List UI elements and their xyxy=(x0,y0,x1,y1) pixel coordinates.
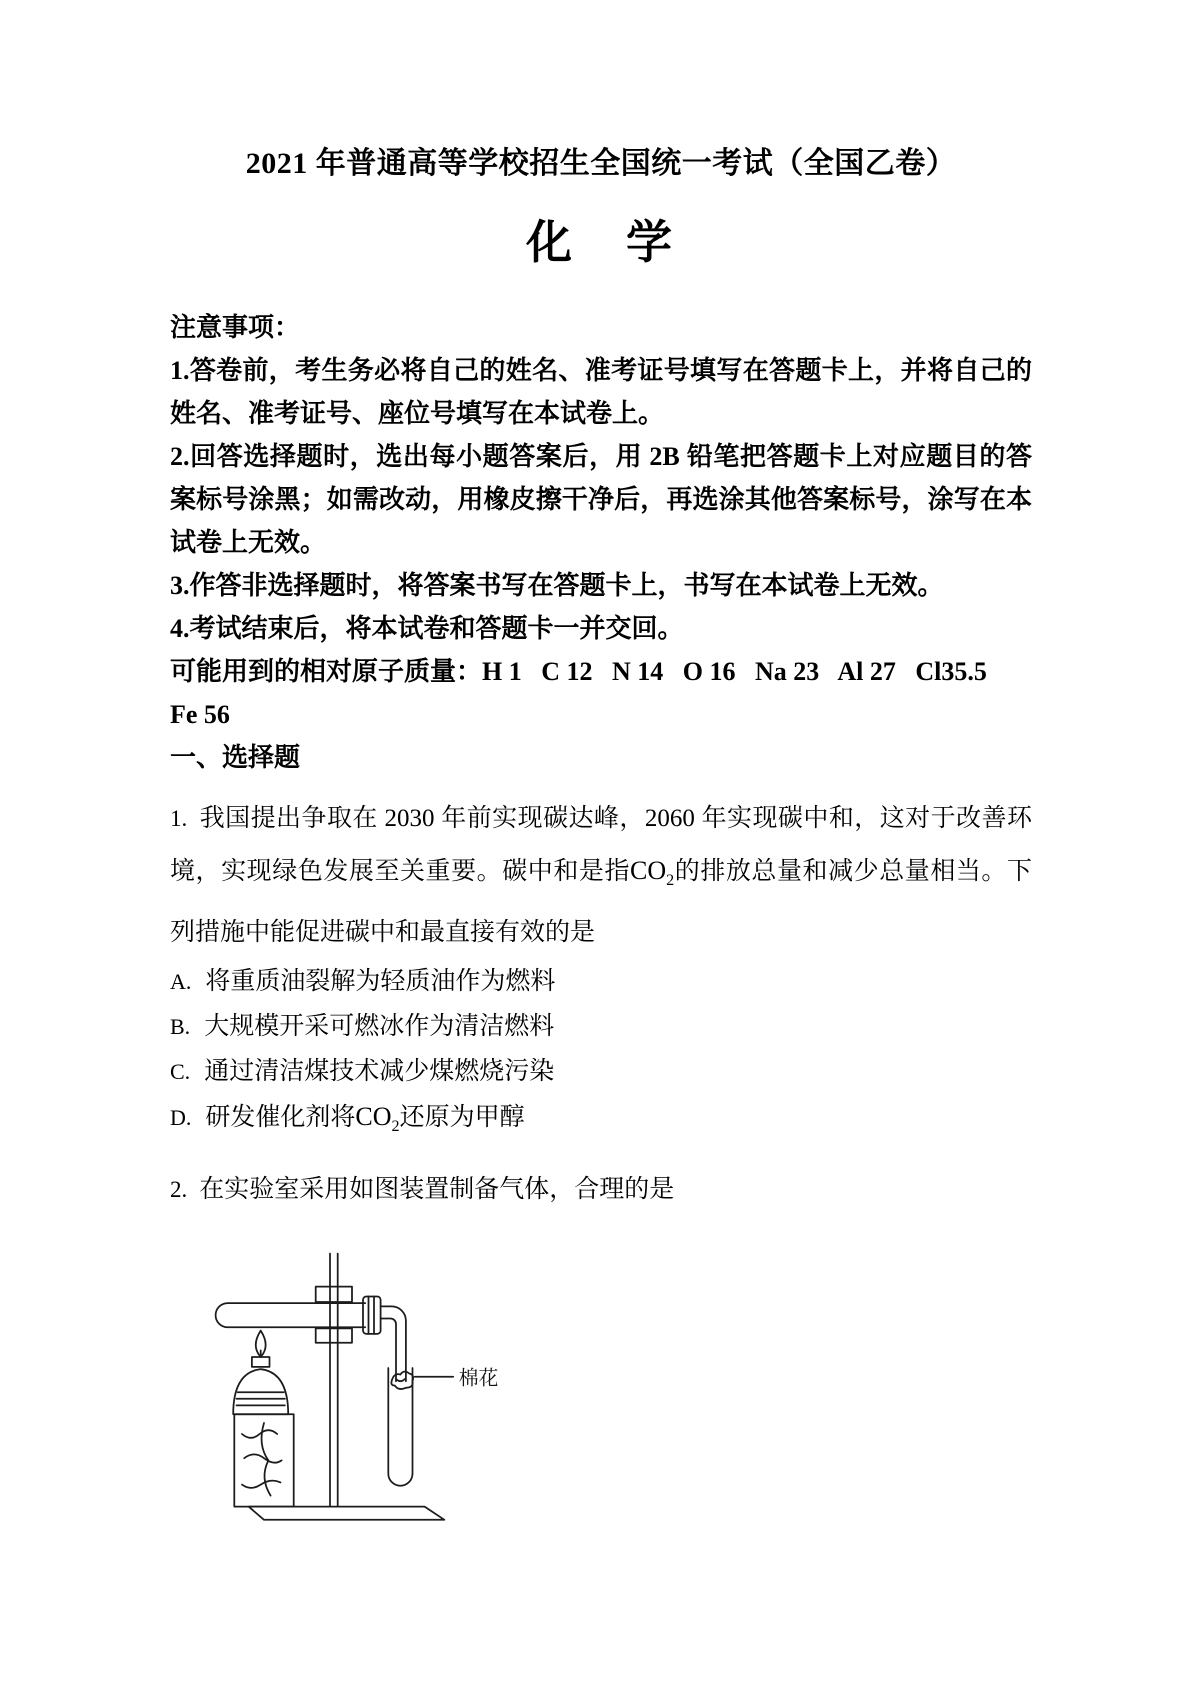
option-c-label: C. xyxy=(170,1059,191,1085)
option-c-text: 通过清洁煤技术减少煤燃烧污染 xyxy=(204,1058,555,1086)
block-texture xyxy=(242,1481,281,1488)
apparatus-diagram xyxy=(198,1236,1032,1527)
atomic-mass-line: 可能用到的相对原子质量：H 1 C 12 N 14 O 16 Na 23 Al 27 Cl35.5 Fe 56 xyxy=(170,657,1007,729)
notice-item-2: 2.回答选择题时，选出每小题答案后，用 2B 铅笔把答题卡上对应题目的答案标号涂黑；如需改动，用橡皮擦干净后，再选涂其他答案标号，涂写在本试卷上无效。 xyxy=(170,442,1032,557)
gas-preparation-apparatus xyxy=(198,1236,528,1522)
notice-heading: 注意事项： xyxy=(170,313,301,342)
option-a-text: 将重质油裂解为轻质油作为燃料 xyxy=(205,968,556,996)
stopper xyxy=(363,1297,381,1334)
q1-option-d xyxy=(170,1094,1032,1149)
notice-block xyxy=(170,306,1032,779)
question-2-text: 在实验室采用如图装置制备气体，合理的是 xyxy=(199,1176,675,1204)
option-d-text-post: 还原为甲醇 xyxy=(399,1104,525,1132)
option-d-text-pre: 研发催化剂将 xyxy=(205,1104,356,1132)
notice-item-3: 3.作答非选择题时，将答案书写在答题卡上，书写在本试卷上无效。 xyxy=(170,571,944,600)
cotton-label: 棉花 xyxy=(458,1367,499,1390)
formula-subscript: 2 xyxy=(666,872,675,890)
q1-option-b xyxy=(170,1004,1032,1049)
formula-base: CO xyxy=(630,856,667,885)
clamp xyxy=(316,1329,352,1343)
block-texture xyxy=(242,1431,277,1439)
question-1-number: 1. xyxy=(170,806,188,831)
option-b-text: 大规模开采可燃冰作为清洁燃料 xyxy=(204,1013,555,1041)
option-a-label: A. xyxy=(170,969,192,995)
question-2-number: 2. xyxy=(170,1177,188,1203)
q1-option-c xyxy=(170,1049,1032,1094)
cotton-plug xyxy=(396,1379,405,1381)
notice-item-4: 4.考试结束后，将本试卷和答题卡一并交回。 xyxy=(170,614,684,643)
clamp xyxy=(316,1287,352,1302)
co2-formula xyxy=(355,1102,400,1136)
subject-title: 化 学 xyxy=(526,217,676,268)
q1-option-a xyxy=(170,959,1032,1004)
question-1 xyxy=(170,793,1032,959)
option-d-label: D. xyxy=(170,1105,192,1131)
notice-item-1: 1.答卷前，考生务必将自己的姓名、准考证号填写在答题卡上，并将自己的姓名、准考证号、座位号填写在本试卷上。 xyxy=(170,356,1032,428)
formula-base: CO xyxy=(355,1102,392,1132)
question-1-text-part2: 的排放总量和减少总量相当。下列措施中能促进碳中和最直接有效的是 xyxy=(170,858,1032,947)
exam-title: 2021 年普通高等学校招生全国统一考试（全国乙卷） xyxy=(245,147,957,180)
question-2 xyxy=(170,1167,1032,1212)
formula-subscript: 2 xyxy=(391,1118,400,1136)
option-b-label: B. xyxy=(170,1014,191,1040)
stand-base xyxy=(249,1507,445,1520)
test-tube xyxy=(216,1303,366,1327)
wick-cap xyxy=(252,1357,270,1367)
co2-formula xyxy=(630,856,675,890)
question-1-text-part1: 我国提出争取在 2030 年前实现碳达峰，2060 年实现碳中和，这对于改善环境，实现绿色发展至关重要。碳中和是指 xyxy=(170,805,1032,885)
section-heading: 一、选择题 xyxy=(170,743,301,772)
support-block xyxy=(234,1415,293,1507)
block-texture xyxy=(244,1455,281,1463)
